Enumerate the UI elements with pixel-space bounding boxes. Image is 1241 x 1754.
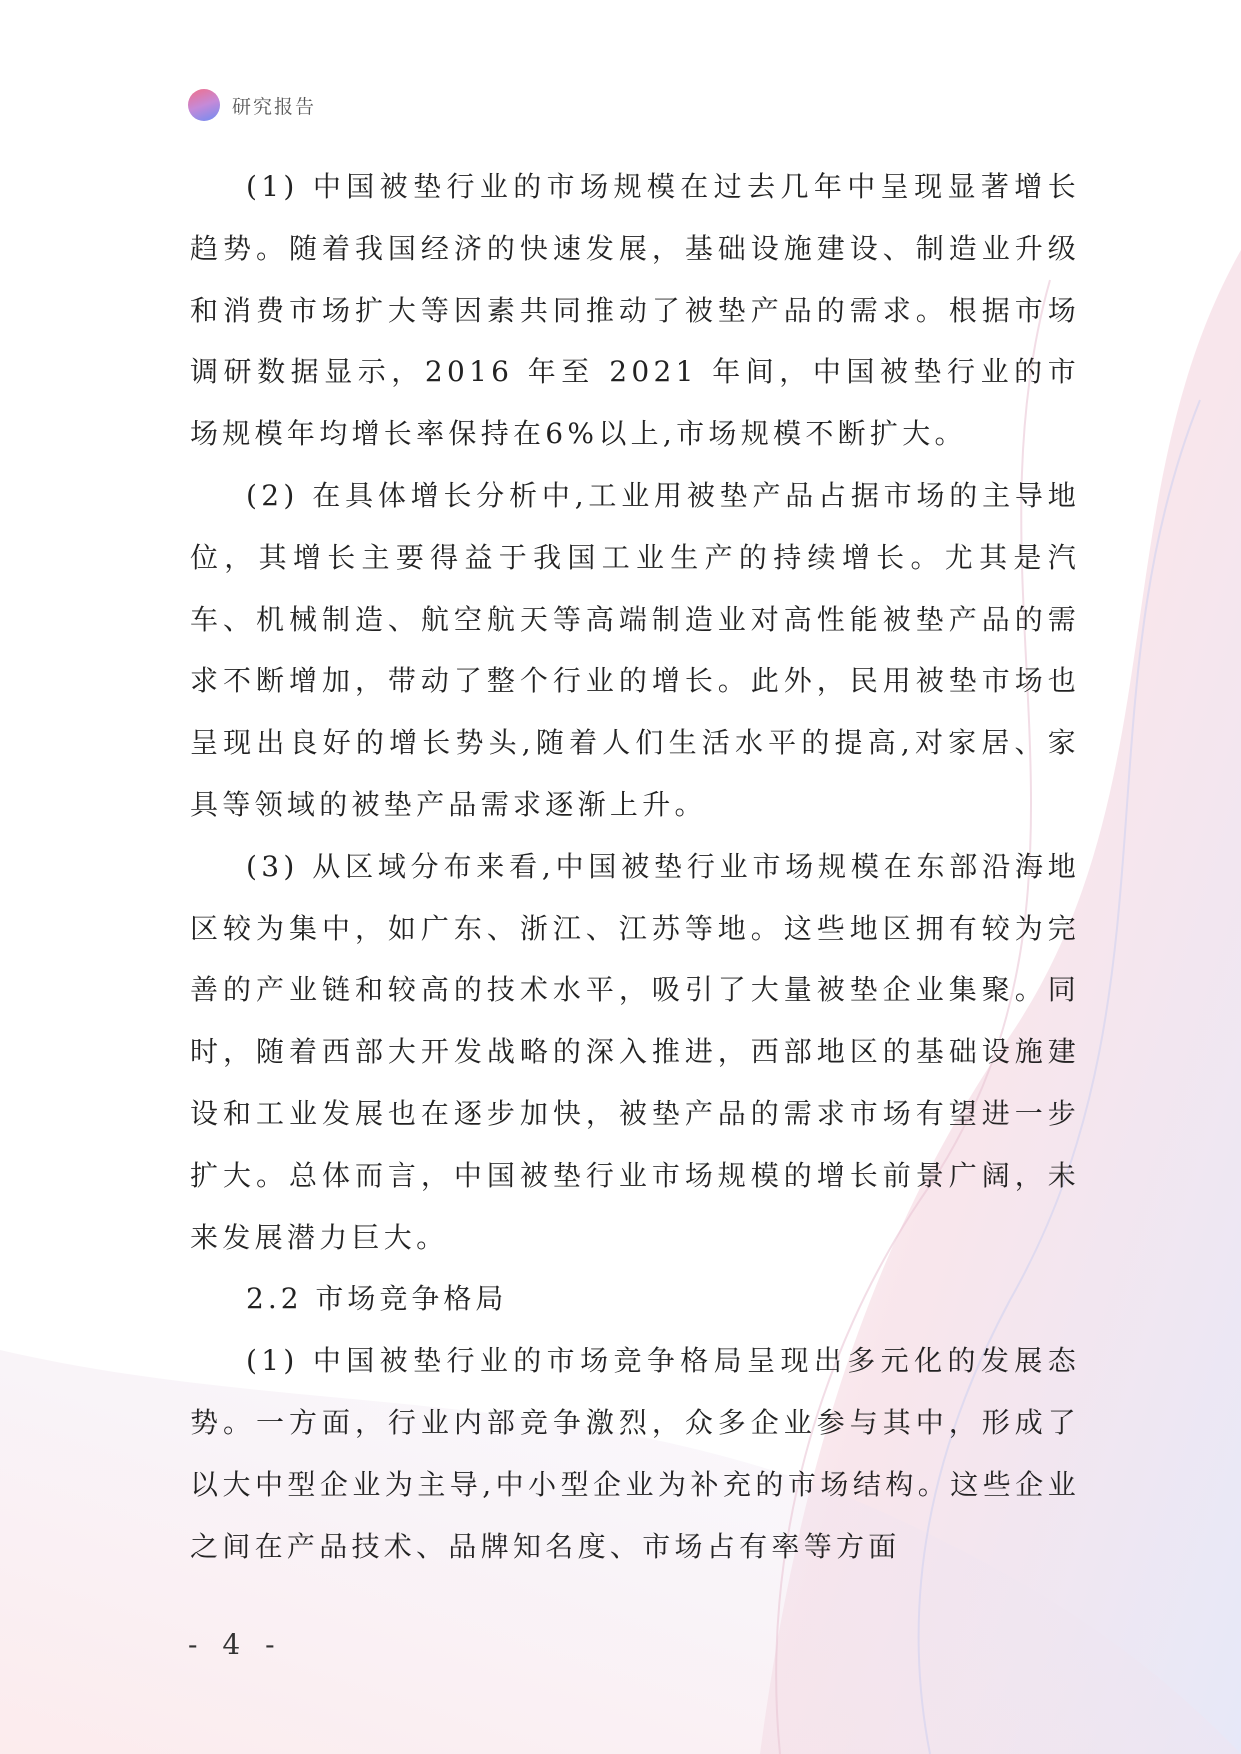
paragraph-1: (1) 中国被垫行业的市场规模在过去几年中呈现显著增长趋势。随着我国经济的快速发展，基础设施建设、制造业升级和消费市场扩大等因素共同推动了被垫产品的需求。根据市场调研数据显示，2016 年至 2021 年间，中国被垫行业的市场规模年均增长率保持在6%以上,市场规模不断扩大。 <box>190 170 1080 451</box>
logo-circle-icon <box>188 89 220 121</box>
paragraph-2: (2) 在具体增长分析中,工业用被垫产品占据市场的主导地位，其增长主要得益于我国工业生产的持续增长。尤其是汽车、机械制造、航空航天等高端制造业对高性能被垫产品的需求不断增加，带动了整个行业的增长。此外，民用被垫市场也呈现出良好的增长势头,随着人们生活水平的提高,对家居、家具等领域的被垫产品需求逐渐上升。 <box>190 478 1080 821</box>
section-paragraph-1: (1) 中国被垫行业的市场竞争格局呈现出多元化的发展态势。一方面，行业内部竞争激烈，众多企业参与其中，形成了以大中型企业为主导,中小型企业为补充的市场结构。这些企业之间在产品技术、品牌知名度、市场占有率等方面 <box>190 1344 1080 1563</box>
paragraph-3: (3) 从区域分布来看,中国被垫行业市场规模在东部沿海地区较为集中，如广东、浙江、江苏等地。这些地区拥有较为完善的产业链和较高的技术水平，吸引了大量被垫企业集聚。同时，随着西部大开发战略的深入推进，西部地区的基础设施建设和工业发展也在逐步加快，被垫产品的需求市场有望进一步扩大。总体而言，中国被垫行业市场规模的增长前景广阔，未来发展潜力巨大。 <box>190 849 1080 1254</box>
section-heading: 2.2 市场竞争格局 <box>246 1282 508 1316</box>
header-title: 研究报告 <box>232 95 317 118</box>
report-body <box>190 156 1080 1577</box>
report-header <box>188 88 316 122</box>
page-number: - 4 - <box>188 1628 283 1661</box>
